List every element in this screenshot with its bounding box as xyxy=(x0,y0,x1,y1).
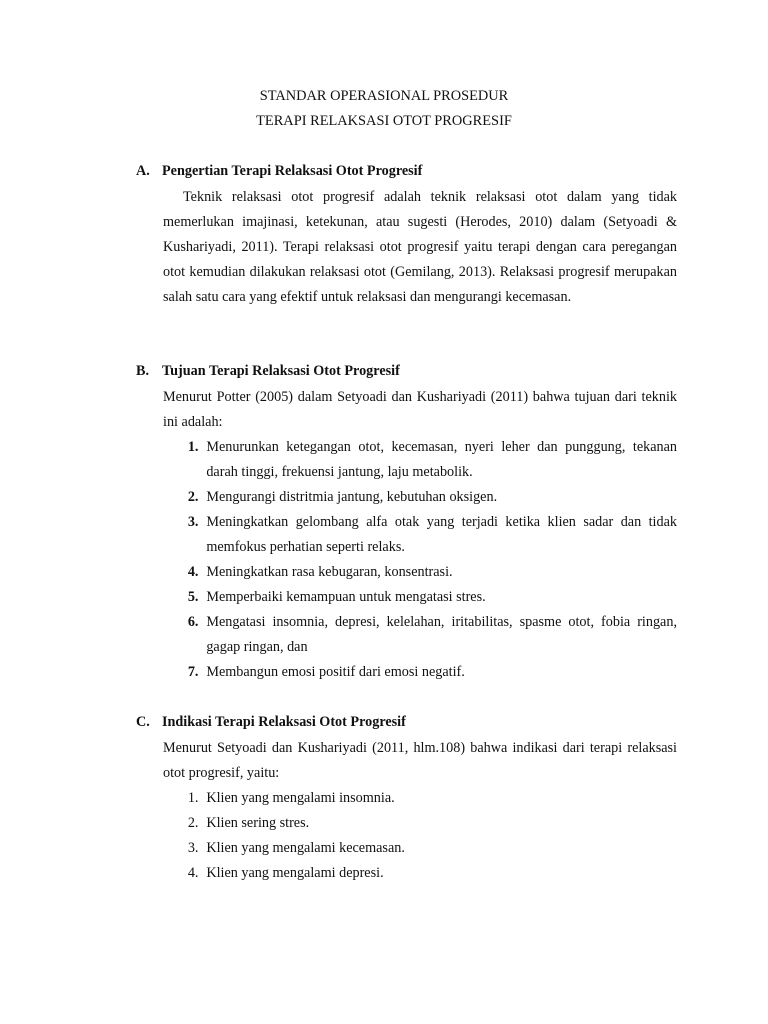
list-text: Klien yang mengalami depresi. xyxy=(206,865,384,881)
list-text: Klien yang mengalami insomnia. xyxy=(206,790,395,806)
indication-list xyxy=(163,786,677,886)
title-line-1: STANDAR OPERASIONAL PROSEDUR xyxy=(259,88,509,104)
section-b xyxy=(136,360,677,685)
section-letter: A. xyxy=(136,163,150,179)
list-number: 3. xyxy=(187,840,199,856)
list-item xyxy=(163,660,677,685)
list-text: Memperbaiki kemampuan untuk mengatasi stres. xyxy=(206,589,486,605)
list-item xyxy=(163,610,677,660)
list-number: 5. xyxy=(187,589,199,605)
list-text: Klien sering stres. xyxy=(206,815,310,831)
section-paragraph: Teknik relaksasi otot progresif adalah teknik relaksasi otot dalam yang tidak memerlukan imajinasi, ketekunan, atau sugesti (Herodes, 2010) dalam (Setyoadi & Kushariyadi, 2011). Terapi relaksasi otot progresif yaitu terapi dengan cara peregangan otot kemudian dilakukan relaksasi otot (Gemilang, 2013). Relaksasi progresif merupakan salah satu cara yang efektif untuk relaksasi dan mengurangi kecemasan. xyxy=(163,189,677,305)
section-heading xyxy=(136,360,677,385)
list-number: 1. xyxy=(187,790,199,806)
section-letter: C. xyxy=(136,714,150,730)
section-c xyxy=(136,711,677,886)
list-number: 2. xyxy=(187,815,199,831)
list-item xyxy=(163,786,677,811)
list-number: 3. xyxy=(187,514,199,530)
document-title xyxy=(0,85,768,135)
list-number: 6. xyxy=(187,614,199,630)
list-text: Meningkatkan rasa kebugaran, konsentrasi. xyxy=(206,564,453,580)
list-number: 7. xyxy=(187,664,199,680)
list-number: 4. xyxy=(187,865,199,881)
list-item xyxy=(163,861,677,886)
section-heading xyxy=(136,160,677,185)
goal-list xyxy=(163,435,677,685)
list-item xyxy=(163,485,677,510)
list-item xyxy=(163,811,677,836)
list-number: 4. xyxy=(187,564,199,580)
section-title: Pengertian Terapi Relaksasi Otot Progresif xyxy=(162,163,423,179)
section-intro: Menurut Setyoadi dan Kushariyadi (2011, hlm.108) bahwa indikasi dari terapi relaksasi otot progresif, yaitu: xyxy=(163,740,677,781)
list-number: 1. xyxy=(187,439,199,455)
list-item xyxy=(163,510,677,560)
list-text: Klien yang mengalami kecemasan. xyxy=(206,840,405,856)
list-item xyxy=(163,836,677,861)
title-line-2: TERAPI RELAKSASI OTOT PROGRESIF xyxy=(256,113,512,129)
list-text: Menurunkan ketegangan otot, kecemasan, nyeri leher dan punggung, tekanan darah tinggi, frekuensi jantung, laju metabolik. xyxy=(206,439,677,480)
list-text: Meningkatkan gelombang alfa otak yang terjadi ketika klien sadar dan tidak memfokus perhatian seperti relaks. xyxy=(206,514,677,555)
section-a xyxy=(136,160,677,310)
list-item xyxy=(163,435,677,485)
list-item xyxy=(163,560,677,585)
list-number: 2. xyxy=(187,489,199,505)
section-letter: B. xyxy=(136,363,150,379)
section-title: Tujuan Terapi Relaksasi Otot Progresif xyxy=(162,363,400,379)
list-text: Mengurangi distritmia jantung, kebutuhan oksigen. xyxy=(206,489,498,505)
section-title: Indikasi Terapi Relaksasi Otot Progresif xyxy=(162,714,406,730)
section-heading xyxy=(136,711,677,736)
list-text: Membangun emosi positif dari emosi negatif. xyxy=(206,664,465,680)
list-item xyxy=(163,585,677,610)
section-intro: Menurut Potter (2005) dalam Setyoadi dan Kushariyadi (2011) bahwa tujuan dari teknik ini adalah: xyxy=(163,389,677,430)
list-text: Mengatasi insomnia, depresi, kelelahan, iritabilitas, spasme otot, fobia ringan, gagap ringan, dan xyxy=(206,614,677,655)
